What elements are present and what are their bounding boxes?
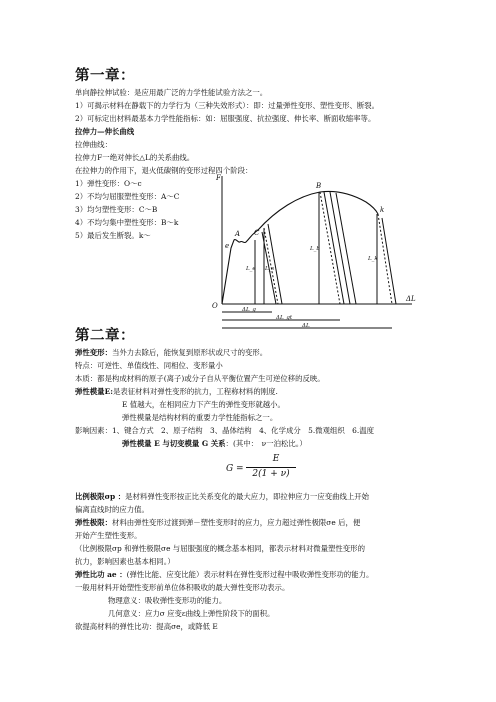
hatch [336,193,356,304]
chapter-1-title: 第一章： [75,68,135,84]
formula-denominator: 2(1 + ν) [252,469,290,479]
unload-line [320,192,340,304]
list-item: 1）弹性变形：O～c [75,179,142,188]
paragraph-line: 拉伸力F一绝对伸长△L的关系曲线。 [75,153,195,162]
paragraph-line: E 值越大，在相同应力下产生的弹性变形就越小。 [122,400,285,409]
term-label: 弹性模量E: [75,387,113,396]
list-item: 3）均匀塑性变形：C～B [75,205,158,214]
paragraph-line: 单向静拉伸试验：是应用最广泛的力学性能试验方法之一。 [75,88,268,97]
list-item: 4）不均匀集中塑性变形：B～k [75,218,179,227]
paragraph-line: 影响因素：1、键合方式 2、原子结构 3、晶体结构 4、化学成分 5.微观组织 6.温度 [75,426,374,435]
chapter-2-title: 第二章： [75,328,135,344]
paragraph-line: 偏离直线时的应力值。 [75,505,149,514]
formula-lhs: G [226,464,234,474]
paragraph-line: 抗力，影响因素也基本相同。） [75,557,175,566]
paragraph-line: 物理意义：吸收弹性变形功的能力。 [108,596,227,605]
formula-g [226,454,296,484]
bar-label: L_b [310,246,320,252]
hatch [382,218,396,304]
paragraph-line: 弹性极限：材料由弹性变形过渡到弹－塑性变形时的应力，应力超过弹性极限σe 后，便 [75,518,361,527]
dim-label: ΔL [302,323,310,329]
bar-label: L_e [246,266,256,272]
point-label-k: k [380,206,385,214]
formula-numerator: E [272,454,280,464]
unload-line [378,214,392,304]
hatch [330,192,350,304]
paragraph-line: 几何意义：应力σ 应变ε曲线上弹性阶段下的面积。 [108,609,275,618]
paragraph-line: 1）可揭示材料在静载下的力学行为（三种失效形式）：即：过量弹性变形、塑性变形、断裂。 [75,101,380,110]
paragraph-line: 拉伸曲线： [75,140,112,149]
paragraph-line: 2）可标定出材料最基本力学性能指标：如：屈服强度、抗拉强度、伸长率、断面收缩率等。 [75,114,376,123]
hatch [268,224,282,304]
paragraph-line: 欲提高材料的弹性比功：提高σe，或降低 E [75,622,218,631]
list-item: 2）不均匀屈服塑性变形：A～C [75,192,180,201]
axis-x-label: ΔL [406,295,416,303]
list-item: 5）最后发生断裂。k～ [75,231,151,240]
point-label-e: e [225,242,230,250]
formula-eq: = [236,464,244,474]
term-label: 比例极限σp ： [75,492,126,501]
term-label: 弹性模量 E 与切变模量 G 关系 [122,439,226,448]
paragraph-line: 弹性比功 ae ：(弹性比能、应变比能）表示材料在弹性变形过程中吸收弹性变形功的能力。 [75,570,374,579]
axis-y-label: F [216,174,221,182]
bar-label: L_s [265,266,275,272]
term-label: 弹性变形： [75,348,112,357]
paragraph-line: 比例极限σp ：是材料弹性变形按正比关系变化的最大应力，即拉伸应力一应变曲线上开始 [75,492,370,501]
term-label: 弹性比功 ae ： [75,570,127,579]
paragraph-line: 弹性模量 E 与切变模量 G 关系：(其中： ν一泊松比。） [122,439,307,448]
term-label: 弹性极限： [75,518,112,527]
dim-label: ΔL_g [242,307,256,313]
point-label-b: B [316,182,322,190]
hatch [324,192,344,304]
paragraph-line: 在拉伸力的作用下，退火低碳钢的变形过程四个阶段： [75,166,253,175]
paragraph-line: 一般用材料开始塑性变形前单位体积吸收的最大弹性变形功表示。 [75,583,290,592]
section-heading: 拉伸力—伸长曲线 [75,127,135,136]
point-label-o: O [212,302,218,310]
curve [222,191,378,304]
paragraph-line: 弹性变形：当外力去除后，能恢复到原形状或尺寸的变形。 [75,348,268,357]
paragraph-line: 弹性模量E:是表征材料对弹性变形的抗力，工程称材料的刚度. [75,387,278,396]
paragraph-line: （比例极限σp 和弹性极限σe 与屈服强度的概念基本相同，都表示材料对微量塑性变形的 [75,544,365,553]
paragraph-line: 开始产生塑性变形。 [75,531,142,540]
point-label-a: A [235,230,241,238]
paragraph-line: 特点：可逆性、单值线性、同相位、变形量小 [75,361,223,370]
paragraph-line: 本质：都是构成材料的原子(离子)或分子自从平衡位置产生可逆位移的反映。 [75,374,325,383]
fraction-bar [246,467,296,468]
tensile-curve-figure [206,170,420,332]
bar-label: L_k [368,256,378,262]
paragraph-line: 弹性模量是结构材料的重要力学性能指标之一。 [122,413,278,422]
dim-label: ΔL_gt [276,315,293,321]
point-label-c: C [254,229,260,237]
